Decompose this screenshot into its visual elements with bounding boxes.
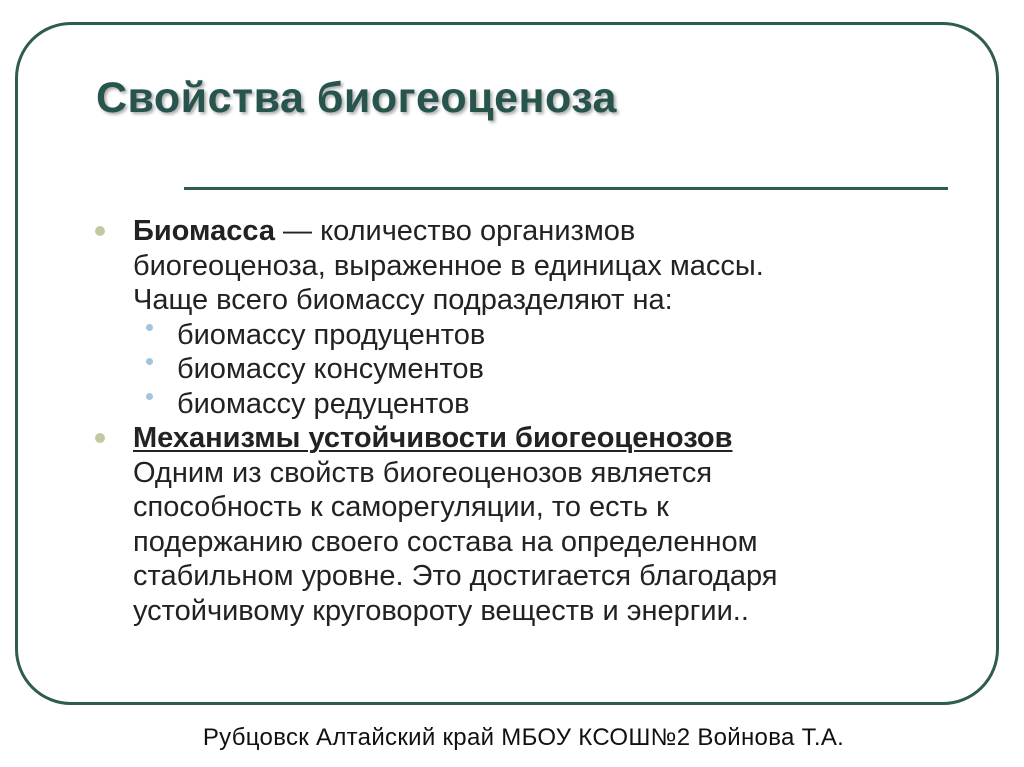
stability-heading: Механизмы устойчивости биогеоценозов [133,422,733,454]
stability-line: устойчивому круговороту веществ и энергии.. [133,594,749,627]
biomass-line-3: Чаще всего биомассу подразделяют на: [133,284,673,316]
bullet-stability [133,421,973,628]
bullet-dot-icon [95,226,105,236]
stability-line: способность к саморегуляции, то есть к [133,491,669,523]
biomass-term: Биомасса [133,215,275,247]
bullet-biomass [133,214,973,421]
slide-body [133,214,973,628]
biomass-line-2: биогеоценоза, выраженное в единицах массы. [133,249,764,282]
slide-title: Свойства биогеоценоза [96,74,617,122]
biomass-line-1 [133,214,973,249]
bullet-dot-icon [95,433,105,443]
sub-bullet-dot-icon [146,358,153,365]
sub-item [133,387,973,422]
sub-item-label: биомассу консументов [177,353,484,385]
sub-bullet-dot-icon [146,393,153,400]
stability-line: подержанию своего состава на определенном [133,525,758,558]
title-divider [184,187,948,190]
stability-line: стабильном уровне. Это достигается благодаря [133,560,778,592]
sub-item [133,318,973,353]
sub-bullet-dot-icon [146,324,153,331]
sub-item-label: биомассу продуцентов [177,318,486,351]
biomass-definition: — количество организмов [274,215,636,247]
sub-item-label: биомассу редуцентов [177,387,470,420]
stability-line: Одним из свойств биогеоценозов является [133,456,713,489]
slide-footer: Рубцовск Алтайский край МБОУ КСОШ№2 Войнова Т.А. [202,724,845,751]
sub-item [133,352,973,387]
